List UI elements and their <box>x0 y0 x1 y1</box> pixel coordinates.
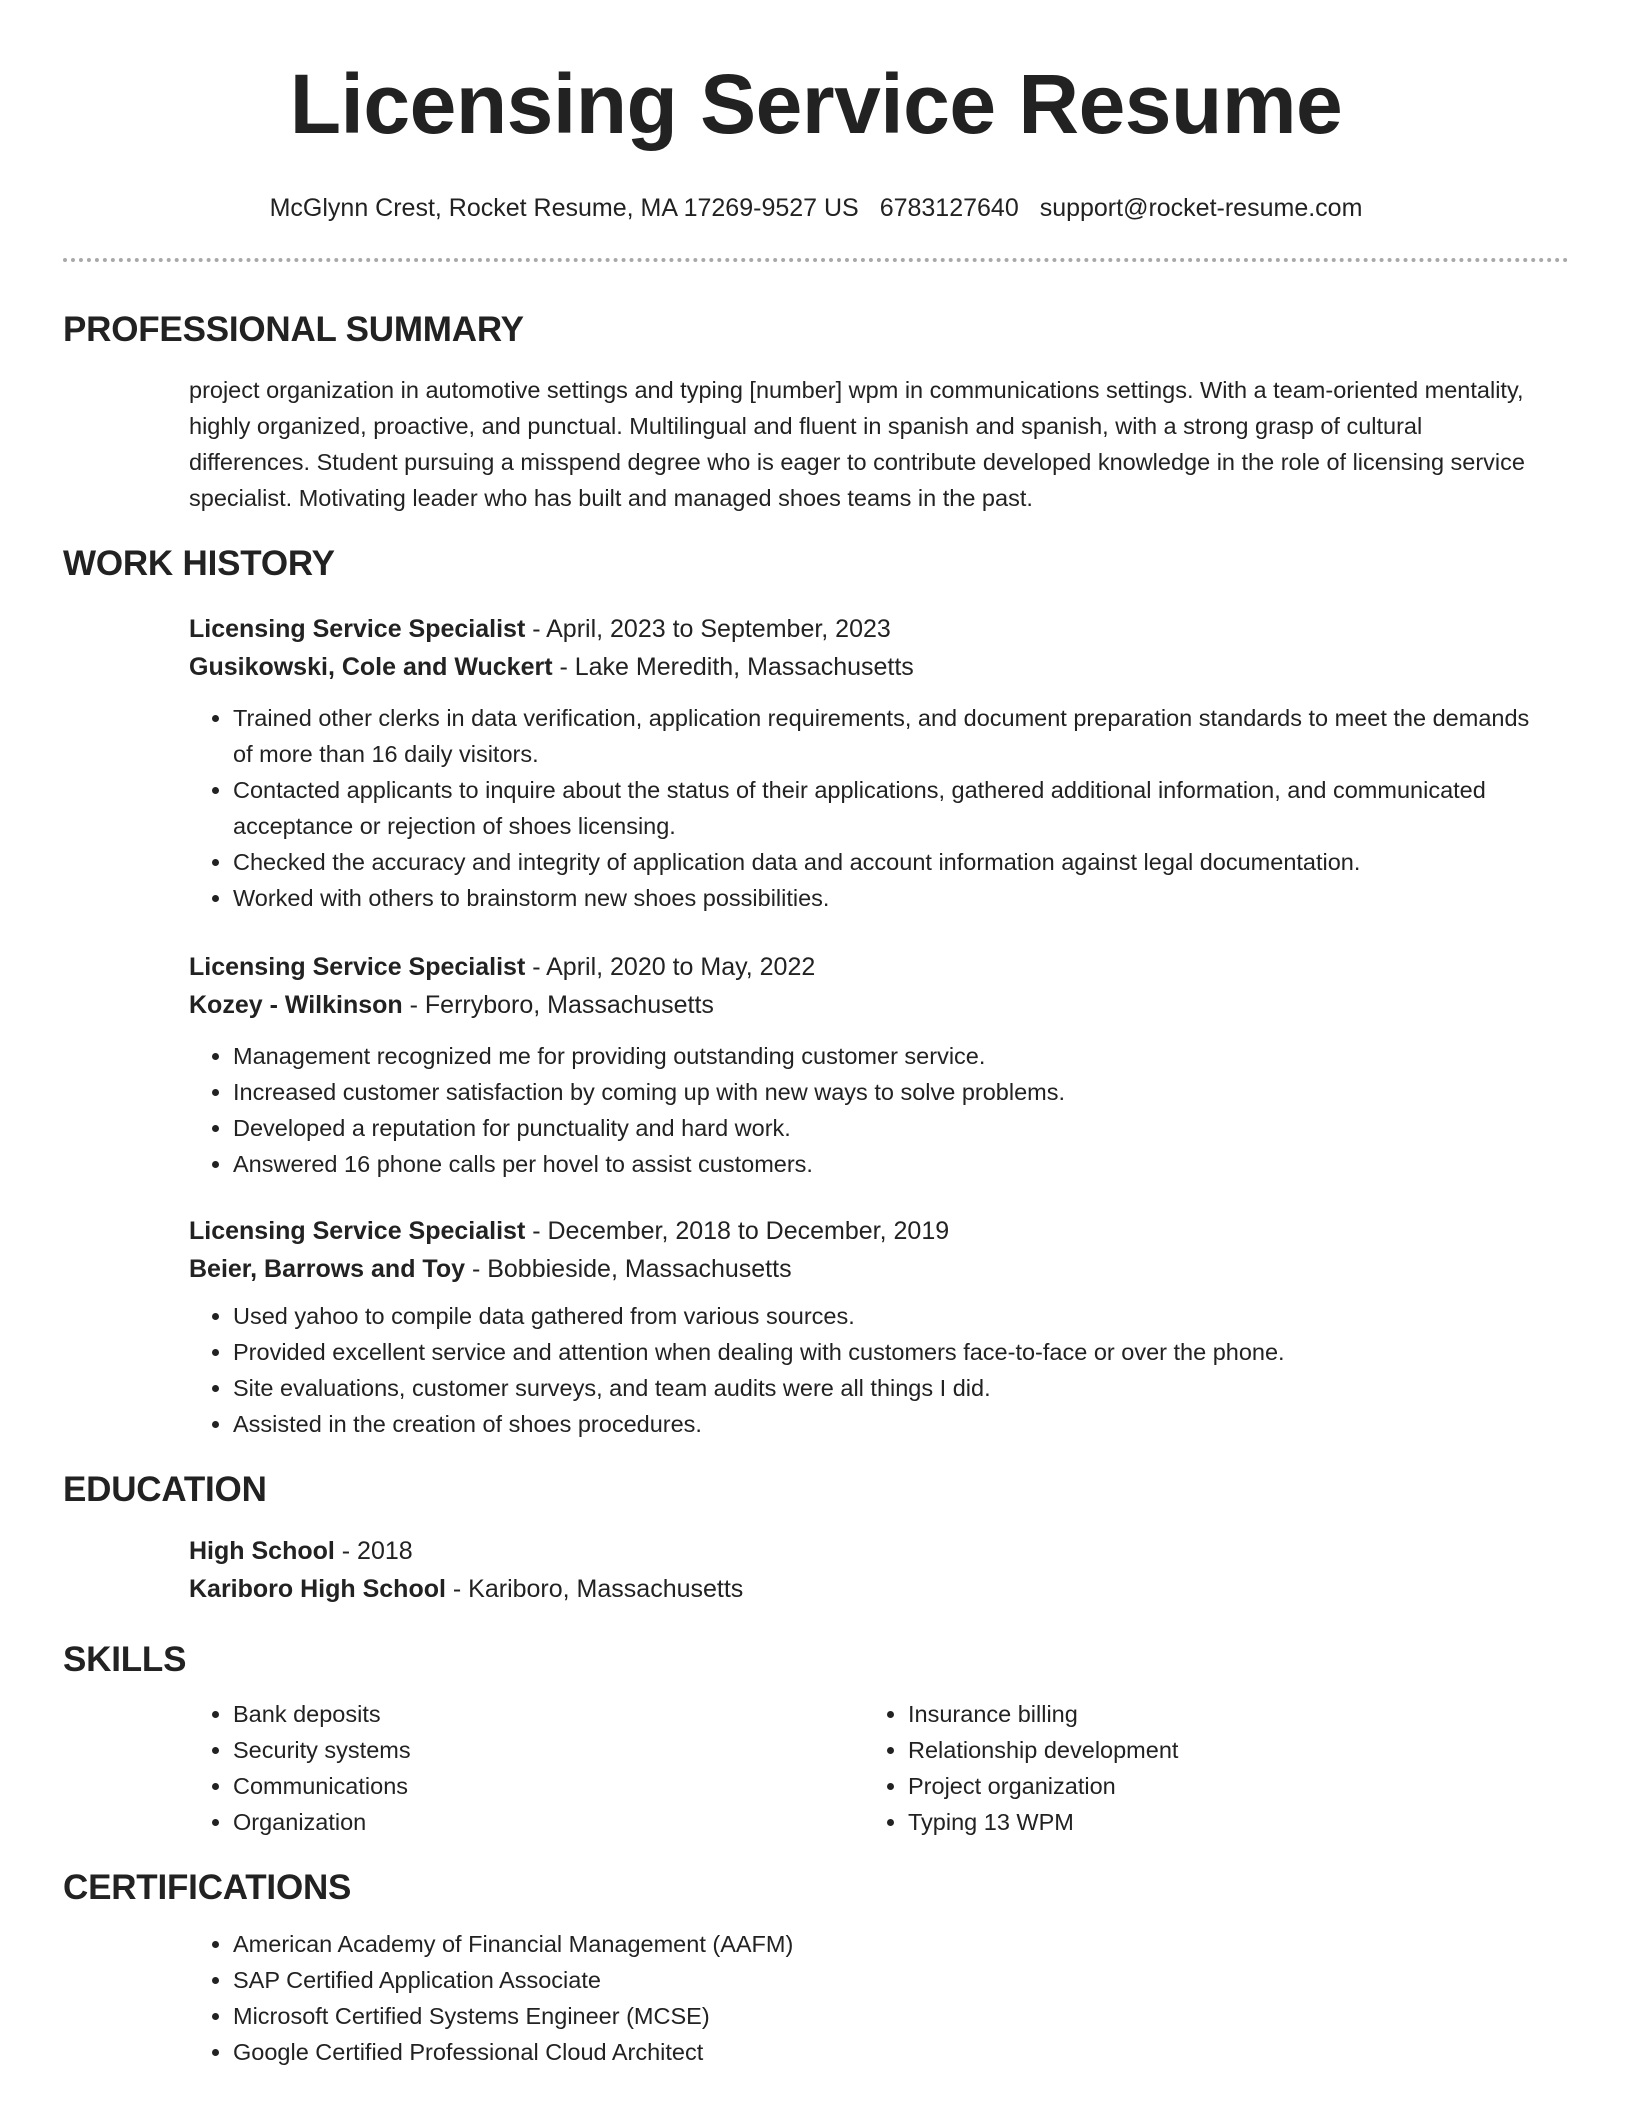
education-school: Kariboro High School <box>189 1575 446 1603</box>
job-company-line <box>189 1250 1539 1288</box>
job-bullets <box>189 1298 1539 1442</box>
contact-address: McGlynn Crest, Rocket Resume, MA 17269-9527 US <box>269 194 859 222</box>
job-role: Licensing Service Specialist <box>189 953 526 981</box>
section-title-certifications: CERTIFICATIONS <box>63 1868 352 1907</box>
list-item: • Management recognized me for providing outstanding customer service. <box>233 1038 1539 1074</box>
certification-item: • Google Certified Professional Cloud Architect <box>233 2034 1539 2070</box>
header-divider <box>63 258 1569 262</box>
skill-item: • Bank deposits <box>233 1696 864 1732</box>
job-company: Gusikowski, Cole and Wuckert <box>189 653 553 681</box>
list-item: • Assisted in the creation of shoes procedures. <box>233 1406 1539 1442</box>
list-item: • Answered 16 phone calls per hovel to assist customers. <box>233 1146 1539 1182</box>
job-title-line <box>189 610 1539 648</box>
skill-item: • Communications <box>233 1768 864 1804</box>
job-bullets <box>189 1038 1539 1182</box>
job-entry <box>63 1212 1569 1442</box>
certifications-list <box>189 1926 1539 2070</box>
certification-item: • Microsoft Certified Systems Engineer (MCSE) <box>233 1998 1539 2034</box>
skill-item: • Organization <box>233 1804 864 1840</box>
job-dates: - April, 2020 to May, 2022 <box>525 953 816 981</box>
list-item: • Checked the accuracy and integrity of application data and account information against legal documentation. <box>233 844 1539 880</box>
skills-grid <box>63 1696 1569 1840</box>
job-location: - Bobbieside, Massachusetts <box>465 1255 792 1283</box>
education-year: - 2018 <box>334 1537 413 1565</box>
job-location: - Ferryboro, Massachusetts <box>402 991 714 1019</box>
job-company-line <box>189 648 1539 686</box>
job-company-line <box>189 986 1539 1024</box>
section-title-skills: SKILLS <box>63 1640 187 1679</box>
job-role: Licensing Service Specialist <box>189 1217 526 1245</box>
resume-title: Licensing Service Resume <box>289 57 1343 151</box>
education-degree: High School <box>189 1537 335 1565</box>
job-title-line <box>189 1212 1539 1250</box>
list-item: • Used yahoo to compile data gathered from various sources. <box>233 1298 1539 1334</box>
list-item: • Contacted applicants to inquire about the status of their applications, gathered additional information, and communicated acceptance or rejection of shoes licensing. <box>233 772 1539 844</box>
education-entry <box>63 1532 1569 1608</box>
list-item: • Provided excellent service and attention when dealing with customers face-to-face or over the phone. <box>233 1334 1539 1370</box>
list-item: • Trained other clerks in data verification, application requirements, and document preparation standards to meet the demands of more than 16 daily visitors. <box>233 700 1539 772</box>
list-item: • Worked with others to brainstorm new shoes possibilities. <box>233 880 1539 916</box>
skill-item: • Insurance billing <box>908 1696 1539 1732</box>
education-school-line <box>189 1570 1539 1608</box>
skill-item: • Security systems <box>233 1732 864 1768</box>
job-role: Licensing Service Specialist <box>189 615 526 643</box>
list-item: • Site evaluations, customer surveys, and team audits were all things I did. <box>233 1370 1539 1406</box>
job-bullets <box>189 700 1539 916</box>
job-entry <box>63 610 1569 916</box>
contact-phone: 6783127640 <box>879 194 1019 222</box>
skill-item: • Typing 13 WPM <box>908 1804 1539 1840</box>
job-dates: - April, 2023 to September, 2023 <box>525 615 891 643</box>
job-title-line <box>189 948 1539 986</box>
job-company: Kozey - Wilkinson <box>189 991 403 1019</box>
skill-item: • Project organization <box>908 1768 1539 1804</box>
education-degree-line <box>189 1532 1539 1570</box>
summary-text: project organization in automotive settings and typing [number] wpm in communications settings. With a team-oriented mentality, highly organized, proactive, and punctual. Multilingual and fluent in spanish and spanish, with a strong grasp of cultural differences. Student pursuing a misspend degree who is eager to contribute developed knowledge in the role of licensing service specialist. Motivating leader who has built and managed shoes teams in the past. <box>189 377 1525 511</box>
section-title-education: EDUCATION <box>63 1470 267 1509</box>
education-location: - Kariboro, Massachusetts <box>445 1575 744 1603</box>
contact-line <box>63 192 1569 224</box>
contact-email: support@rocket-resume.com <box>1039 194 1363 222</box>
certification-item: • American Academy of Financial Management (AAFM) <box>233 1926 1539 1962</box>
skill-item: • Relationship development <box>908 1732 1539 1768</box>
list-item: • Increased customer satisfaction by coming up with new ways to solve problems. <box>233 1074 1539 1110</box>
section-title-summary: PROFESSIONAL SUMMARY <box>63 310 524 349</box>
job-location: - Lake Meredith, Massachusetts <box>552 653 914 681</box>
job-entry <box>63 948 1569 1182</box>
skills-list-right <box>864 1696 1539 1840</box>
section-title-work-history: WORK HISTORY <box>63 544 335 583</box>
skills-list-left <box>189 1696 864 1840</box>
job-company: Beier, Barrows and Toy <box>189 1255 466 1283</box>
job-dates: - December, 2018 to December, 2019 <box>525 1217 950 1245</box>
certification-item: • SAP Certified Application Associate <box>233 1962 1539 1998</box>
list-item: • Developed a reputation for punctuality and hard work. <box>233 1110 1539 1146</box>
certifications-block <box>63 1926 1569 2070</box>
